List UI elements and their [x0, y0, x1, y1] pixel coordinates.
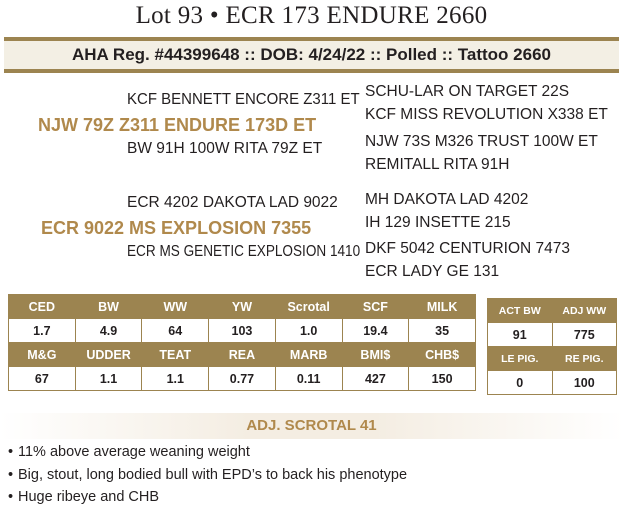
bullet-icon: • — [8, 444, 14, 460]
epd-value-udder: 1.1 — [75, 367, 142, 391]
pedigree-ds-sire: MH DAKOTA LAD 4202 — [365, 191, 529, 208]
actual-value-act-bw: 91 — [488, 323, 553, 347]
actual-table — [487, 298, 617, 395]
actual-header-act-bw: ACT BW — [488, 299, 553, 323]
bullet-icon: • — [8, 466, 14, 483]
registration-bar: AHA Reg. #44399648 :: DOB: 4/24/22 :: Polled :: Tattoo 2660 — [4, 37, 619, 73]
epd-header-ced: CED — [9, 295, 76, 319]
pedigree-sd-sire: NJW 73S M326 TRUST 100W ET — [365, 133, 598, 150]
epd-header-scrotal: Scrotal — [275, 295, 342, 319]
epd-header-rea: REA — [209, 343, 276, 367]
epd-value-ced: 1.7 — [9, 319, 76, 343]
actual-value-re-pig: 100 — [552, 371, 617, 395]
pedigree-sire-dam: BW 91H 100W RITA 79Z ET — [127, 140, 323, 157]
pedigree-sire-sire: KCF BENNETT ENCORE Z311 ET — [127, 91, 360, 108]
pedigree-dam-sire: ECR 4202 DAKOTA LAD 9022 — [127, 194, 338, 211]
pedigree-dam: ECR 9022 MS EXPLOSION 7355 — [41, 218, 312, 238]
bullet-icon: • — [8, 489, 14, 505]
pedigree-dd-sire: DKF 5042 CENTURION 7473 — [365, 240, 571, 257]
epd-header-udder: UDDER — [75, 343, 142, 367]
epd-value-milk: 35 — [409, 319, 476, 343]
actual-header-adj-ww: ADJ WW — [552, 299, 617, 323]
epd-header-milk: MILK — [409, 295, 476, 319]
actual-header-row-1 — [488, 299, 617, 323]
bullet-text: Big, stout, long bodied bull with EPD’s to back his phenotype — [18, 466, 408, 483]
epd-header-teat: TEAT — [142, 343, 209, 367]
epd-header-mg: M&G — [9, 343, 76, 367]
lot-title: Lot 93 • ECR 173 ENDURE 2660 — [135, 2, 488, 29]
epd-header-ww: WW — [142, 295, 209, 319]
epd-value-row-1 — [9, 319, 476, 343]
epd-header-marb: MARB — [275, 343, 342, 367]
pedigree-ds-dam: IH 129 INSETTE 215 — [365, 214, 511, 231]
list-item — [8, 486, 618, 509]
pedigree-dd-dam: ECR LADY GE 131 — [365, 263, 500, 280]
epd-header-scf: SCF — [342, 295, 409, 319]
epd-value-yw: 103 — [209, 319, 276, 343]
bullet-text: Huge ribeye and CHB — [18, 489, 160, 505]
epd-header-bw: BW — [75, 295, 142, 319]
epd-header-chb: CHB$ — [409, 343, 476, 367]
epd-value-bw: 4.9 — [75, 319, 142, 343]
epd-value-scrotal: 1.0 — [275, 319, 342, 343]
highlights-list — [8, 441, 618, 509]
epd-value-scf: 19.4 — [342, 319, 409, 343]
epd-header-yw: YW — [209, 295, 276, 319]
pedigree-ss-sire: SCHU-LAR ON TARGET 22S — [365, 83, 570, 100]
actual-header-le-pig: LE PIG. — [488, 347, 553, 371]
epd-value-teat: 1.1 — [142, 367, 209, 391]
list-item — [8, 441, 618, 464]
actual-value-row-1 — [488, 323, 617, 347]
actual-value-le-pig: 0 — [488, 371, 553, 395]
epd-value-row-2 — [9, 367, 476, 391]
epd-value-marb: 0.11 — [275, 367, 342, 391]
list-item — [8, 464, 618, 487]
epd-table — [8, 294, 476, 391]
epd-header-row-2 — [9, 343, 476, 367]
bullet-text: 11% above average weaning weight — [18, 444, 250, 460]
epd-header-bmi: BMI$ — [342, 343, 409, 367]
pedigree-dam-dam: ECR MS GENETIC EXPLOSION 1410 — [127, 243, 361, 260]
epd-value-bmi: 427 — [342, 367, 409, 391]
epd-value-chb: 150 — [409, 367, 476, 391]
actual-value-adj-ww: 775 — [552, 323, 617, 347]
actual-value-row-2 — [488, 371, 617, 395]
pedigree-ss-dam: KCF MISS REVOLUTION X338 ET — [365, 106, 608, 123]
actual-header-re-pig: RE PIG. — [552, 347, 617, 371]
epd-value-ww: 64 — [142, 319, 209, 343]
pedigree-sire: NJW 79Z Z311 ENDURE 173D ET — [38, 115, 317, 135]
adj-scrotal-banner: ADJ. SCROTAL 41 — [0, 413, 623, 439]
pedigree-sd-dam: REMITALL RITA 91H — [365, 156, 510, 173]
epd-value-rea: 0.77 — [209, 367, 276, 391]
epd-value-mg: 67 — [9, 367, 76, 391]
epd-header-row-1 — [9, 295, 476, 319]
actual-header-row-2 — [488, 347, 617, 371]
